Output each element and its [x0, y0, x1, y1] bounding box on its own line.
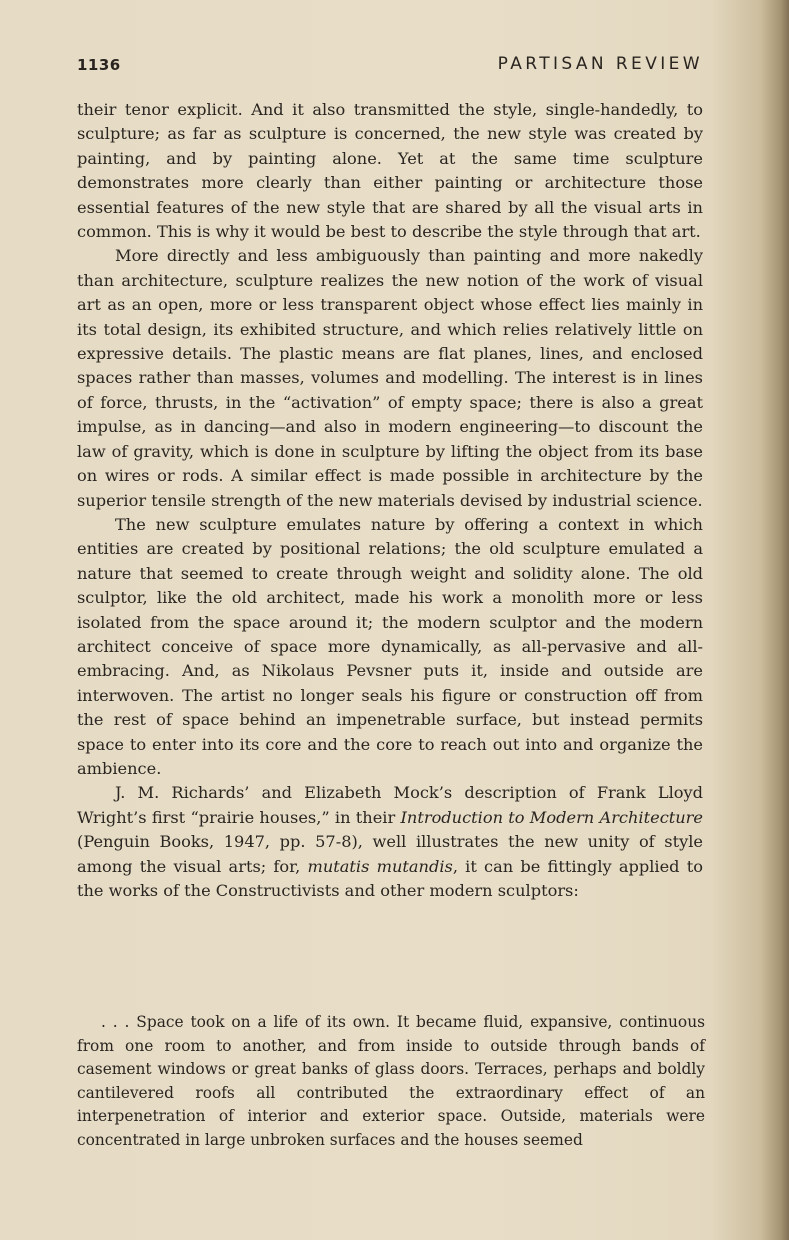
- paragraph: More directly and less ambiguously than painting and more nakedly than architecture, sculpture realizes the new notion of the work of visual art as an open, more or less transparent object whose effect lies mainly in its total design, its exhibited structure, and which relies relatively little on expressive details. The plastic means are flat planes, lines, and enclosed spaces rather than masses, volumes and modelling. The interest is in lines of force, thrusts, in the “activation” of empty space; there is also a great impulse, as in dancing—and also in modern engineering—to discount the law of gravity, which is done in sculpture by lifting the object from its base on wires or rods. A similar effect is made possible in architecture by the superior tensile strength of the new materials devised by industrial science.: [77, 246, 703, 510]
- paragraph-text: , it can be fittingly applied to the works of the Constructivists and other modern sculptors:: [77, 856, 703, 900]
- body-text: [77, 98, 703, 903]
- paragraph: [77, 781, 703, 903]
- paragraph: their tenor explicit. And it also transmitted the style, single-handedly, to sculpture; as far as sculpture is concerned, the new style was created by painting, and by painting alone. Yet at the same time sculpture demonstrates more clearly than either painting or architecture those essential features of the new style that are shared by all the visual arts in common. This is why it would be best to describe the style through that art.: [77, 100, 703, 242]
- page-number: 1136: [77, 56, 121, 74]
- paragraph-text: (Penguin Books, 1947, pp. 57-8), well illustrates the new unity of style among the visual arts; for,: [77, 832, 703, 876]
- book-title: Introduction to Modern Architecture: [400, 807, 704, 827]
- page-edge-shadow: [761, 0, 789, 1240]
- paragraph: The new sculpture emulates nature by offering a context in which entities are created by positional relations; the old sculpture emulated a nature that seemed to create through weight and solidity alone. The old sculptor, like the old architect, made his work a monolith more or less isolated from the space around it; the modern sculptor and the modern architect conceive of space more dynamically, as all-pervasive and all-embracing. And, as Nikolaus Pevsner puts it, inside and outside are interwoven. The artist no longer seals his figure or construction off from the rest of space behind an impenetrable surface, but instead permits space to enter into its core and the core to reach out into and organize the ambience.: [77, 514, 703, 778]
- running-head: [77, 52, 703, 82]
- paragraph-text: J. M. Richards’ and Elizabeth Mock’s description of Frank Lloyd Wright’s first “prairie houses,” in their: [77, 783, 703, 827]
- journal-title: PARTISAN REVIEW: [497, 54, 703, 74]
- block-quote: . . . Space took on a life of its own. It became fluid, expansive, continuous from one room to another, and from inside to outside through bands of casement windows or great banks of glass doors. Terraces, perhaps and boldly cantilevered roofs all contributed the extraordinary effect of an interpenetration of interior and exterior space. Outside, materials were concentrated in large unbroken surfaces and the houses seemed: [77, 1013, 705, 1149]
- latin-phrase: mutatis mutandis: [307, 856, 453, 876]
